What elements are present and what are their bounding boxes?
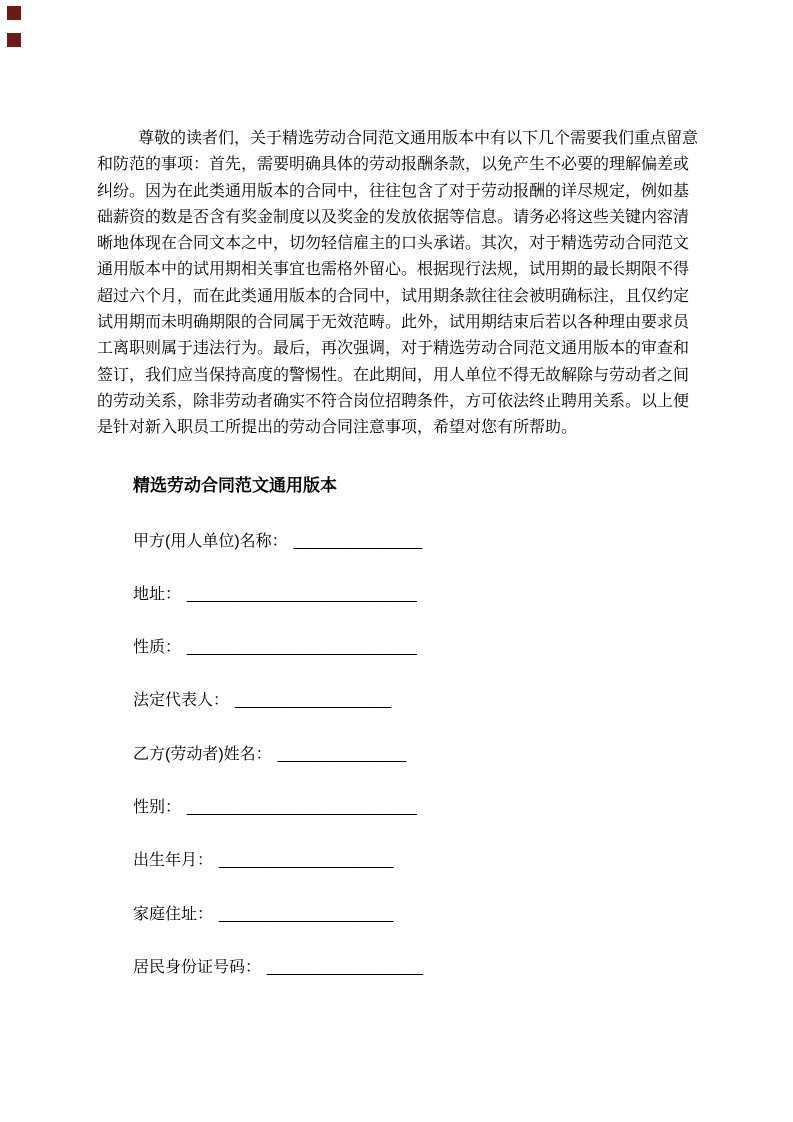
field-blank-line: _________________________ [187, 639, 417, 657]
field-label: 法定代表人： [133, 692, 230, 710]
paragraph-line: 纠纷。因为在此类通用版本的合同中，往往包含了对于劳动报酬的详尽规定，例如基 [97, 182, 690, 200]
document-content [97, 126, 700, 1008]
form-field-row [97, 902, 700, 928]
field-label: 乙方(劳动者)姓名： [133, 745, 272, 763]
form-field-row [97, 582, 700, 608]
field-label: 性质： [133, 639, 182, 657]
field-blank-line: _________________ [235, 692, 392, 710]
paragraph-line: 超过六个月，而在此类通用版本的合同中，试用期条款往往会被明确标注，且仅约定 [97, 287, 690, 305]
form-fields [97, 529, 700, 981]
field-label: 性别： [133, 799, 182, 817]
field-label: 家庭住址： [133, 905, 214, 923]
form-field-row [97, 529, 700, 555]
intro-paragraph [97, 126, 700, 442]
field-blank-line: _________________________ [187, 585, 417, 603]
paragraph-line: 晰地体现在合同文本之中，切勿轻信雇主的口头承诺。其次，对于精选劳动合同范文 [97, 235, 690, 253]
paragraph-line: 础薪资的数是否含有奖金制度以及奖金的发放依据等信息。请务必将这些关键内容清 [97, 208, 690, 226]
paragraph-line: 的劳动关系，除非劳动者确实不符合岗位招聘条件，方可依法终止聘用关系。以上便 [97, 392, 690, 410]
field-label: 居民身份证号码： [133, 958, 262, 976]
field-blank-line: ___________________ [219, 905, 394, 923]
field-blank-line: _________________________ [187, 799, 417, 817]
paragraph-line: 通用版本中的试用期相关事宜也需格外留心。根据现行法规，试用期的最长期限不得 [97, 261, 690, 279]
field-blank-line: _________________ [267, 958, 424, 976]
field-blank-line: ______________ [293, 532, 423, 550]
form-field-row [97, 742, 700, 768]
red-square-marker-icon [7, 6, 21, 20]
form-field-row [97, 688, 700, 714]
form-field-row [97, 795, 700, 821]
paragraph-line: 试用期而未明确期限的合同属于无效范畴。此外，试用期结束后若以各种理由要求员 [97, 314, 690, 332]
field-label: 地址： [133, 585, 182, 603]
paragraph-line: 是针对新入职员工所提出的劳动合同注意事项，希望对您有所帮助。 [97, 419, 578, 437]
paragraph-line: 签订，我们应当保持高度的警惕性。在此期间，用人单位不得无故解除与劳动者之间 [97, 366, 690, 384]
red-square-marker-icon [7, 33, 21, 47]
paragraph-line: 尊敬的读者们，关于精选劳动合同范文通用版本中有以下几个需要我们重点留意 [138, 130, 699, 147]
section-title: 精选劳动合同范文通用版本 [133, 475, 337, 495]
field-label: 出生年月： [133, 852, 214, 870]
paragraph-line: 工离职则属于违法行为。最后，再次强调，对于精选劳动合同范文通用版本的审查和 [97, 340, 690, 358]
field-blank-line: ______________ [277, 745, 407, 763]
paragraph-line: 和防范的事项：首先，需要明确具体的劳动报酬条款，以免产生不必要的理解偏差或 [97, 156, 690, 174]
form-field-row [97, 955, 700, 981]
field-label: 甲方(用人单位)名称： [133, 532, 288, 550]
form-field-row [97, 848, 700, 874]
field-blank-line: ___________________ [219, 852, 394, 870]
form-field-row [97, 635, 700, 661]
